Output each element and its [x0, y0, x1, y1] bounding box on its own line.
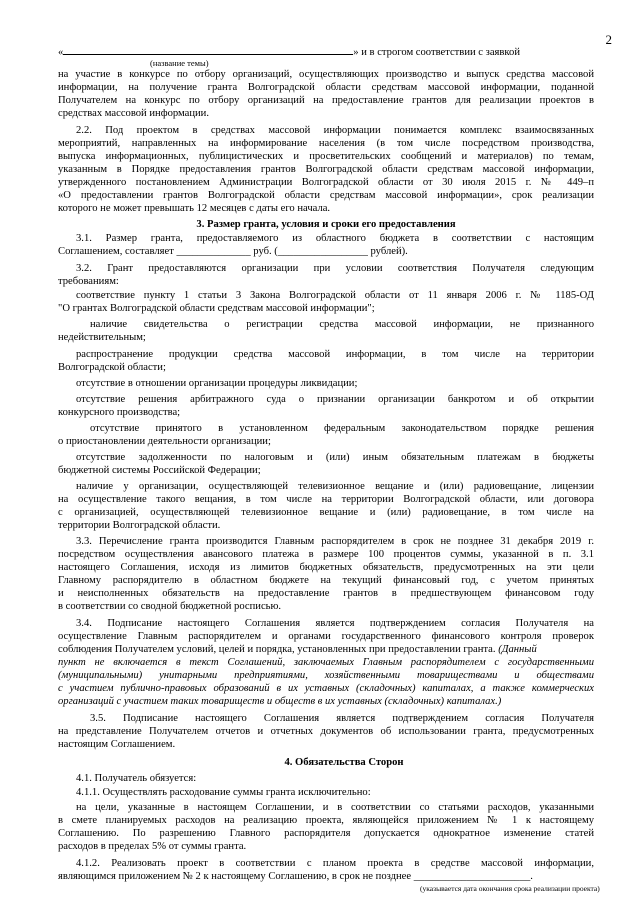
- text-line: соответствие пункту 1 статьи 3 Закона Волгоградской области от 11 января 2006 г. № 1185-ОД: [76, 290, 594, 301]
- text-line: 3.2. Грант предоставляются организации при условии соответствия Получателя следующим: [76, 263, 594, 274]
- text-line: средствах массовой информации.: [58, 108, 209, 119]
- text-line: на цели, указанные в настоящем Соглашении, и в соответствии со статьями расходов, указанными: [76, 802, 594, 813]
- page-number: 2: [605, 32, 612, 47]
- text-line: Получателем на конкурс по отбору организаций на предоставление грантов для реализации проектов в: [58, 95, 594, 106]
- text-line: 3.4. Подписание настоящего Соглашения является подтверждением согласия Получателя на: [76, 618, 594, 629]
- text-line: отсутствие задолженности по налоговым и (или) иным обязательным платежам в бюджеты: [76, 452, 594, 463]
- text-line: 3.1. Размер гранта, предоставляемого из областного бюджета в соответствии с настоящим: [76, 233, 594, 244]
- text-line: на участие в конкурсе по отбору организаций, осуществляющих производство и выпуск средства массовой: [58, 69, 594, 80]
- text-line: осуществление Главным распорядителем и органами государственного финансового контроля проверок: [58, 631, 594, 642]
- text-line: наличие у организации, осуществляющей телевизионное вещание и (или) радиовещание, лицензии: [76, 481, 594, 492]
- text-line: с организацией, осуществляющей телевизионное вещание и (или) радиовещание, в том числе на: [58, 507, 594, 518]
- section-heading: 4. Обязательства Сторон: [284, 757, 404, 768]
- text-line: в соответствии со сводной бюджетной росписью.: [58, 601, 282, 612]
- text-span: являющимся приложением № 2 к настоящему Соглашению, в срок не позднее: [58, 871, 412, 882]
- text-line: Волгоградской области;: [58, 362, 166, 373]
- text-line: отсутствие принятого в установленном федеральным законодательством порядке решения: [90, 423, 594, 434]
- text-line: о приостановлении деятельности организации;: [58, 436, 271, 447]
- section-heading: 3. Размер гранта, условия и сроки его предоставления: [196, 219, 456, 230]
- text-line: 2.2. Под проектом в средствах массовой информации понимается комплекс взаимосвязанных: [76, 125, 594, 136]
- text-line: расходов в пределах 5% от суммы гранта.: [58, 841, 247, 852]
- text-line: Главному распорядителю в областном бюджете на текущий финансовый год, с учетом принятых: [58, 575, 594, 586]
- text-line: конкурсного производства;: [58, 407, 181, 418]
- text-line: настоящим Соглашением.: [58, 739, 176, 750]
- text-line: недействительным;: [58, 332, 146, 343]
- text-line: 3.3. Перечисление гранта производится Главным распорядителем в срок не позднее 31 декабря 2019 г.: [76, 536, 594, 547]
- topic-line-suffix: » и в строгом соответствии с заявкой: [353, 47, 520, 58]
- text-line: «О предоставлении грантов Волгоградской области средствам массовой информации», срок реализации: [58, 190, 594, 201]
- text-line: 3.5. Подписание настоящего Соглашения является подтверждением согласия Получателя: [90, 713, 594, 724]
- italic-note-line: пункт не включается в текст Соглашений, заключаемых Главным распорядителем с государственными: [58, 657, 594, 668]
- text-line: требованиям:: [58, 276, 119, 287]
- text-line: отсутствие решения арбитражного суда о признании организации банкротом и об открытии: [76, 394, 594, 405]
- text-line: посредством осуществления авансового платежа в размере 100 процентов суммы, указанной в п. 3.1: [58, 549, 594, 560]
- italic-note: (Данный: [498, 644, 537, 655]
- text-line: и неисполненных обязательств на предоставление грантов в предшествующем финансовом году: [58, 588, 594, 599]
- italic-note-line: с участием публично-правовых образований в их уставных (складочных) капиталах, а также коммерческих: [58, 683, 594, 694]
- text-line: территории Волгоградской области.: [58, 520, 221, 531]
- text-line: бюджетной системы Российской Федерации;: [58, 465, 261, 476]
- topic-line: [58, 44, 594, 59]
- text-span: соблюдения Получателем условий, целей и порядка, установленных при предоставлении гранта.: [58, 644, 496, 655]
- text-line: Соглашением, составляет ______________ руб. (_________________ рублей).: [58, 246, 408, 257]
- text-line: которого не может превышать 12 месяцев с даты его начала.: [58, 203, 331, 214]
- text-line: информации, на получение гранта Волгоградской области средствам массовой информации, поданной: [58, 82, 594, 93]
- text-line: выпуска информационных, публицистических и просветительских сообщений и материалов) по темам,: [58, 151, 594, 162]
- italic-note-line: организаций с участием таких товариществ и обществ в их уставных (складочных) капиталах.): [58, 696, 502, 707]
- topic-blank: [63, 44, 353, 55]
- deadline-blank: ______________________.: [413, 871, 533, 882]
- text-line: на представление Получателем отчетов и отчетных документов об использовании гранта, предусмотренных: [58, 726, 594, 737]
- text-line: "О грантах Волгоградской области средствам массовой информации";: [58, 303, 375, 314]
- text-line: утвержденного постановлением Администрации Волгоградской области от 30 июля 2015 г. № 449–п: [58, 177, 594, 188]
- text-line: в смете планируемых расходов на реализацию проекта, являющейся приложением № 1 к настоящему: [58, 815, 594, 826]
- text-line: [58, 870, 594, 883]
- text-line: Соглашению. По разрешению Главного распорядителя допускается однократное изменение статей: [58, 828, 594, 839]
- text-line: указанным в Порядке предоставления грантов Волгоградской области средствам массовой информации,: [58, 164, 594, 175]
- text-line: 4.1.2. Реализовать проект в соответствии с планом проекта в средстве массовой информации,: [76, 858, 594, 869]
- text-line: отсутствие в отношении организации процедуры ликвидации;: [76, 378, 358, 389]
- text-line: 4.1. Получатель обязуется:: [76, 773, 197, 784]
- topic-caption: (название темы): [150, 58, 209, 68]
- deadline-caption: (указывается дата окончания срока реализации проекта): [420, 884, 600, 893]
- quote-open: «: [58, 47, 64, 58]
- text-line: [58, 643, 594, 656]
- italic-note-line: (муниципальными) унитарными предприятиями, хозяйственными товариществами и обществами: [58, 670, 594, 681]
- text-line: наличие свидетельства о регистрации средства массовой информации, не признанного: [90, 319, 594, 330]
- text-line: мероприятий, направленных на информирование населения (в том числе посредством производства,: [58, 138, 594, 149]
- text-line: на осуществление такого вещания, в том числе на территории Волгоградской области, или договора: [58, 494, 594, 505]
- text-line: распространение продукции средства массовой информации, в том числе на территории: [76, 349, 594, 360]
- text-line: настоящего Соглашения, исходя из лимитов бюджетных обязательств, предусмотренных на эти цели: [58, 562, 594, 573]
- text-line: 4.1.1. Осуществлять расходование суммы гранта исключительно:: [76, 787, 371, 798]
